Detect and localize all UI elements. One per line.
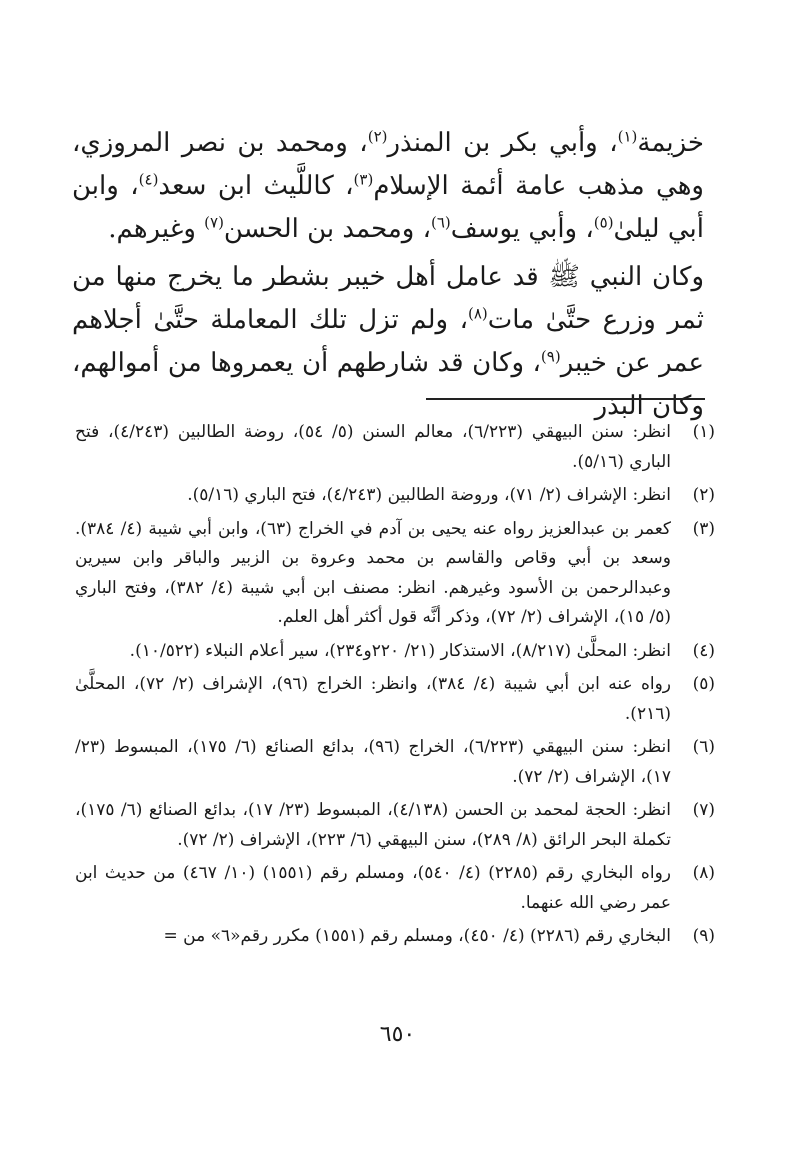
footnote-text: البخاري رقم (٢٢٨٦) (٤/ ٤٥٠)، ومسلم رقم (١٥٥١) مكرر رقم«٦» من = [163,926,671,946]
footnote-number: (٩) [692,926,715,946]
footnote-1 [75,418,715,477]
footnote-ref-4[interactable]: (٤) [138,170,159,189]
text-segment: ، ومحمد بن الحسن [223,214,431,244]
footnote-number: (١) [692,422,715,442]
text-segment: ، وأبي بكر بن المنذر [387,128,618,158]
footnote-ref-5[interactable]: (٥) [593,213,614,232]
footnote-ref-2[interactable]: (٢) [367,127,388,146]
footnote-5 [75,670,715,729]
footnote-2 [75,481,715,511]
text-segment: ، كاللَّيث ابن سعد [158,171,354,201]
footnote-text: رواه عنه ابن أبي شيبة (٤/ ٣٨٤)، وانظر: الخراج (٩٦)، الإشراف (٢/ ٧٢)، المحلَّىٰ (٢١٦). [75,674,672,724]
text-segment: ، وأبي يوسف [450,214,594,244]
footnote-ref-3[interactable]: (٣) [353,170,374,189]
footnote-number: (٨) [692,863,715,883]
footnote-number: (٦) [692,737,715,757]
text-segment: خزيمة [637,128,704,158]
footnote-ref-6[interactable]: (٦) [431,213,451,232]
footnote-9 [75,922,715,952]
footnote-text: انظر: الحجة لمحمد بن الحسن (٤/١٣٨)، المبسوط (٢٣/ ١٧)، بدائع الصنائع (٦/ ١٧٥)، تكملة البحر الرائق (٨/ ٢٨٩)، سنن البيهقي (٦/ ٢٢٣)، الإشراف (٢/ ٧٢). [75,800,672,850]
footnote-ref-9[interactable]: (٩) [540,347,561,366]
text-segment: ، وابن أبي ليلىٰ [72,171,704,244]
main-paragraph-2 [72,256,704,428]
footnote-number: (٣) [692,518,715,539]
footnote-number: (٢) [692,485,715,505]
footnotes [75,418,715,956]
footnote-8 [75,859,715,918]
footnote-text: رواه البخاري رقم (٢٢٨٥) (٤/ ٥٤٠)، ومسلم رقم (١٥٥١) (١٠/ ٤٦٧) من حديث ابن عمر رضي الله عنهما. [75,863,671,913]
text-segment: ، وكان قد شارطهم أن يعمروها من أموالهم، وكان البذر [72,348,704,421]
footnote-text: انظر: المحلَّىٰ (٨/٢١٧)، الاستذكار (٢١/ ٢٢٠و٢٣٤)، سير أعلام النبلاء (١٠/٥٢٢). [129,640,671,661]
footnote-separator [426,398,705,400]
footnote-3 [75,515,715,633]
text-segment: ، ولم تزل تلك المعاملة حتَّىٰ أجلاهم عمر عن خيبر [72,305,704,378]
main-paragraph-1 [72,122,704,251]
footnote-text: كعمر بن عبدالعزيز رواه عنه يحيى بن آدم في الخراج (٦٣)، وابن أبي شيبة (٤/ ٣٨٤). وسعد بن أبي وقاص والقاسم بن محمد وعروة بن الزبير والباقر وابن سيرين وعبدالرحمن بن الأسود وغيرهم. انظر: مصنف ابن أبي شيبة (٤/ ٣٨٢)، وفتح الباري (٥/ ١٥)، الإشراف (٢/ ٧٢)، وذكر أنَّه قول أكثر أهل العلم. [75,518,671,627]
footnote-ref-8[interactable]: (٨) [467,304,488,323]
footnote-7 [75,796,715,855]
page-number: ٦٥٠ [379,1022,416,1047]
footnote-number: (٧) [692,800,715,820]
footnote-6 [75,733,715,792]
text-segment: وكان النبي ﷺ قد عامل أهل خيبر بشطر ما يخرج منها من ثمر وزرع حتَّىٰ مات [72,262,704,335]
main-text [72,122,704,428]
footnote-ref-1[interactable]: (١) [617,127,638,146]
footnote-number: (٤) [692,640,715,661]
footnote-number: (٥) [692,674,715,694]
text-segment: وغيرهم. [108,214,205,244]
text-segment: ، ومحمد بن نصر المروزي، وهي مذهب عامة أئمة الإسلام [72,128,704,201]
footnote-text: انظر: الإشراف (٢/ ٧١)، وروضة الطالبين (٤/٢٤٣)، فتح الباري (٥/١٦). [187,485,671,505]
footnote-text: انظر: سنن البيهقي (٦/٢٢٣)، الخراج (٩٦)، بدائع الصنائع (٦/ ١٧٥)، المبسوط (٢٣/ ١٧)، الإشراف (٢/ ٧٢). [75,737,671,787]
footnote-text: انظر: سنن البيهقي (٦/٢٢٣)، معالم السنن (٥/ ٥٤)، روضة الطالبين (٤/٢٤٣)، فتح الباري (٥/١٦). [75,422,672,472]
footnote-4 [75,637,715,667]
footnote-ref-7[interactable]: (٧) [204,213,224,232]
